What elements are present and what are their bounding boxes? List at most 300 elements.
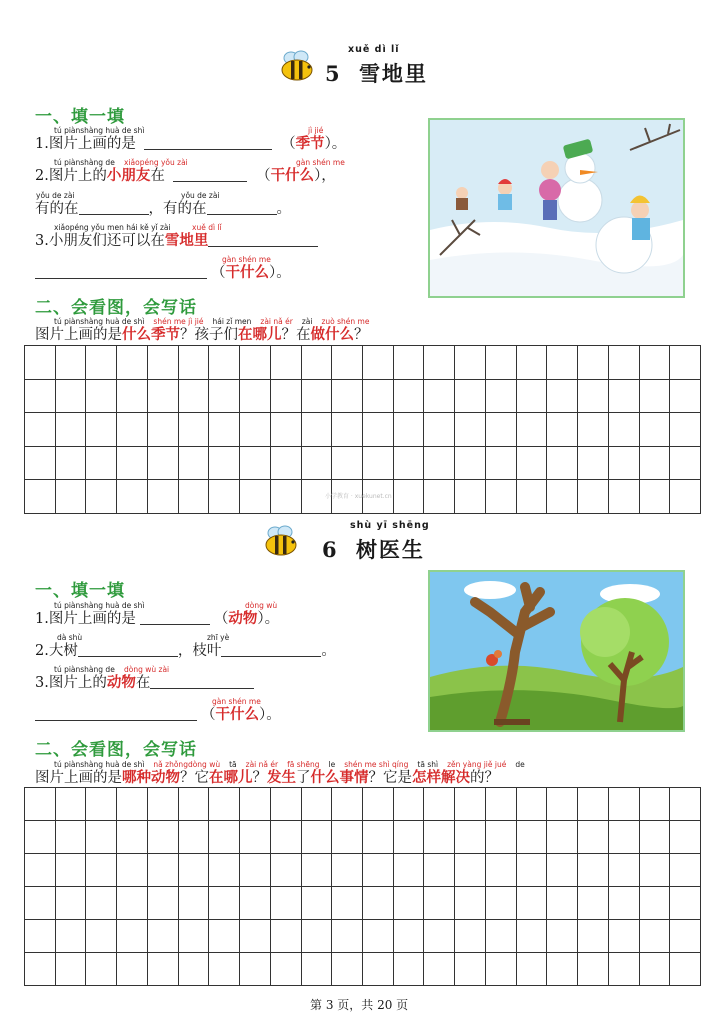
grid-cell[interactable] (424, 480, 455, 514)
grid-cell[interactable] (117, 480, 148, 514)
grid-cell[interactable] (517, 920, 548, 953)
grid-cell[interactable] (670, 380, 701, 414)
grid-cell[interactable] (271, 788, 302, 821)
grid-cell[interactable] (640, 788, 671, 821)
grid-cell[interactable] (640, 887, 671, 920)
grid-cell[interactable] (56, 953, 87, 986)
lesson5-title (325, 58, 428, 88)
grid-cell[interactable] (363, 413, 394, 447)
grid-cell[interactable] (332, 788, 363, 821)
grid-cell[interactable] (179, 953, 210, 986)
grid-cell[interactable] (117, 953, 148, 986)
grid-cell[interactable] (302, 887, 333, 920)
grid-cell[interactable] (25, 788, 56, 821)
lesson6-q1 (35, 610, 279, 628)
lesson6-q3b (35, 706, 281, 724)
grid-cell[interactable] (609, 953, 640, 986)
grid-cell[interactable] (148, 920, 179, 953)
grid-cell[interactable] (547, 887, 578, 920)
grid-cell[interactable] (117, 380, 148, 414)
grid-cell[interactable] (148, 346, 179, 380)
grid-cell[interactable] (25, 480, 56, 514)
grid-cell[interactable] (332, 953, 363, 986)
lesson5-q2-paren-open: （ (256, 168, 271, 184)
grid-cell[interactable] (670, 953, 701, 986)
grid-cell[interactable] (363, 821, 394, 854)
grid-cell[interactable] (86, 380, 117, 414)
grid-cell[interactable] (547, 854, 578, 887)
grid-cell[interactable] (394, 380, 425, 414)
grid-cell[interactable] (25, 380, 56, 414)
lesson6-writing-grid[interactable] (24, 787, 701, 986)
lesson5.prompt-segment: 做什么 (310, 326, 354, 343)
grid-cell[interactable] (578, 920, 609, 953)
grid-cell[interactable] (578, 953, 609, 986)
lesson6-prompt (35, 769, 499, 787)
grid-cell[interactable] (394, 413, 425, 447)
lesson6-q3-blank1[interactable] (150, 674, 254, 689)
grid-cell[interactable] (670, 887, 701, 920)
grid-cell[interactable] (486, 821, 517, 854)
grid-cell[interactable] (240, 788, 271, 821)
grid-cell[interactable] (209, 854, 240, 887)
lesson5-q1-blank[interactable] (144, 135, 272, 150)
grid-cell[interactable] (670, 920, 701, 953)
lesson5-q2-blank[interactable] (173, 167, 247, 182)
lesson5-q2b-blank2[interactable] (207, 200, 277, 215)
lesson6.prompt_pinyin-segment: tā (229, 760, 237, 769)
grid-cell[interactable] (179, 920, 210, 953)
lesson5-title-text: 雪地里 (358, 61, 428, 86)
grid-cell[interactable] (271, 887, 302, 920)
grid-cell[interactable] (240, 447, 271, 481)
grid-cell[interactable] (209, 480, 240, 514)
grid-cell[interactable] (578, 788, 609, 821)
grid-cell[interactable] (117, 887, 148, 920)
lesson6.prompt_pinyin-segment: zài nǎ ér (245, 760, 279, 769)
grid-cell[interactable] (25, 854, 56, 887)
lesson5-snow-picture (428, 118, 685, 298)
grid-cell[interactable] (517, 854, 548, 887)
grid-cell[interactable] (117, 788, 148, 821)
grid-cell[interactable] (86, 480, 117, 514)
grid-cell[interactable] (578, 821, 609, 854)
grid-cell[interactable] (302, 447, 333, 481)
grid-cell[interactable] (271, 821, 302, 854)
grid-cell[interactable] (86, 854, 117, 887)
grid-cell[interactable] (547, 821, 578, 854)
grid-cell[interactable] (394, 920, 425, 953)
grid-cell[interactable] (670, 854, 701, 887)
lesson5-q2b-pinyin2: yǒu de zài (181, 191, 220, 200)
grid-cell[interactable] (517, 346, 548, 380)
lesson6.prompt_pinyin-segment: nǎ zhǒngdòng wù (153, 760, 221, 769)
lesson6-q2 (35, 642, 336, 660)
grid-cell[interactable] (363, 920, 394, 953)
lesson5-q1-hint: 季节 (295, 135, 325, 152)
grid-cell[interactable] (86, 821, 117, 854)
grid-cell[interactable] (455, 920, 486, 953)
grid-cell[interactable] (302, 413, 333, 447)
grid-cell[interactable] (25, 920, 56, 953)
grid-cell[interactable] (240, 346, 271, 380)
lesson5.prompt_pinyin-segment: zuò shén me (321, 317, 370, 326)
grid-cell[interactable] (117, 920, 148, 953)
grid-cell[interactable] (240, 920, 271, 953)
grid-cell[interactable] (670, 346, 701, 380)
grid-cell[interactable] (424, 953, 455, 986)
grid-cell[interactable] (394, 346, 425, 380)
grid-cell[interactable] (86, 920, 117, 953)
grid-cell[interactable] (271, 854, 302, 887)
lesson5-q3b (35, 264, 291, 282)
grid-cell[interactable] (302, 920, 333, 953)
grid-cell[interactable] (25, 447, 56, 481)
grid-cell[interactable] (363, 788, 394, 821)
lesson5-q2b-blank1[interactable] (79, 200, 149, 215)
grid-cell[interactable] (179, 380, 210, 414)
grid-cell[interactable] (486, 413, 517, 447)
lesson5-q3b-paren-open: （ (211, 265, 226, 281)
grid-cell[interactable] (332, 920, 363, 953)
grid-cell[interactable] (332, 413, 363, 447)
grid-cell[interactable] (640, 413, 671, 447)
lesson6.prompt-segment: ？它 (180, 770, 209, 786)
lesson5-q2-red: 小朋友 (106, 167, 151, 184)
lesson6-q3b-paren-close: ）。 (259, 707, 281, 723)
grid-cell[interactable] (25, 887, 56, 920)
grid-cell[interactable] (455, 854, 486, 887)
grid-cell[interactable] (271, 380, 302, 414)
lesson5-q2b-text1: 有的在 (35, 201, 79, 217)
grid-cell[interactable] (56, 854, 87, 887)
grid-cell[interactable] (363, 447, 394, 481)
grid-cell[interactable] (148, 821, 179, 854)
grid-cell[interactable] (209, 380, 240, 414)
grid-cell[interactable] (424, 821, 455, 854)
grid-cell[interactable] (56, 887, 87, 920)
grid-cell[interactable] (148, 380, 179, 414)
grid-cell[interactable] (424, 887, 455, 920)
grid-cell[interactable] (670, 447, 701, 481)
grid-cell[interactable] (640, 920, 671, 953)
grid-cell[interactable] (455, 346, 486, 380)
grid-cell[interactable] (547, 380, 578, 414)
lesson5.prompt-segment: 图片上画的是 (35, 327, 122, 343)
grid-cell[interactable] (455, 380, 486, 414)
grid-cell[interactable] (578, 480, 609, 514)
grid-cell[interactable] (117, 413, 148, 447)
grid-cell[interactable] (86, 447, 117, 481)
grid-cell[interactable] (363, 380, 394, 414)
lesson6-q2-text3: 。 (321, 643, 336, 659)
grid-cell[interactable] (271, 953, 302, 986)
grid-cell[interactable] (486, 380, 517, 414)
grid-cell[interactable] (302, 346, 333, 380)
grid-cell[interactable] (547, 346, 578, 380)
grid-cell[interactable] (670, 480, 701, 514)
grid-cell[interactable] (148, 788, 179, 821)
lesson6-section1-heading: 一、填一填 (35, 581, 125, 601)
grid-cell[interactable] (271, 920, 302, 953)
grid-cell[interactable] (209, 413, 240, 447)
grid-cell[interactable] (332, 854, 363, 887)
grid-cell[interactable] (578, 413, 609, 447)
lesson5-writing-grid[interactable] (24, 345, 701, 514)
grid-cell[interactable] (486, 346, 517, 380)
grid-cell[interactable] (547, 447, 578, 481)
grid-cell[interactable] (424, 854, 455, 887)
grid-cell[interactable] (25, 821, 56, 854)
grid-cell[interactable] (609, 887, 640, 920)
grid-cell[interactable] (424, 447, 455, 481)
grid-cell[interactable] (547, 413, 578, 447)
grid-cell[interactable] (148, 447, 179, 481)
grid-cell[interactable] (670, 788, 701, 821)
lesson6-q1-pinyin2: dòng wù (245, 601, 278, 610)
grid-cell[interactable] (332, 380, 363, 414)
lesson6-q3-text1: 3.图片上的 (35, 675, 107, 691)
grid-cell[interactable] (640, 380, 671, 414)
grid-cell[interactable] (640, 821, 671, 854)
lesson5-q1 (35, 135, 346, 153)
grid-cell[interactable] (240, 821, 271, 854)
grid-cell[interactable] (56, 480, 87, 514)
grid-cell[interactable] (179, 413, 210, 447)
grid-cell[interactable] (394, 854, 425, 887)
grid-cell[interactable] (363, 887, 394, 920)
lesson5.prompt-segment: ？孩子们 (180, 327, 238, 343)
grid-cell[interactable] (56, 447, 87, 481)
lesson6-q3-pinyin1: tú piànshàng de (54, 665, 115, 674)
lesson6-q1-paren-close: ）。 (257, 611, 280, 627)
lesson5.prompt-segment: ？在 (281, 327, 311, 343)
grid-cell[interactable] (670, 821, 701, 854)
grid-cell[interactable] (609, 447, 640, 481)
grid-cell[interactable] (486, 887, 517, 920)
grid-cell[interactable] (209, 920, 240, 953)
grid-cell[interactable] (25, 953, 56, 986)
grid-cell[interactable] (302, 953, 333, 986)
grid-cell[interactable] (179, 346, 210, 380)
grid-cell[interactable] (609, 480, 640, 514)
lesson5-q1-paren-open: （ (281, 136, 296, 152)
grid-cell[interactable] (424, 920, 455, 953)
grid-cell[interactable] (578, 447, 609, 481)
grid-cell[interactable] (609, 380, 640, 414)
lesson5-q3b-blank[interactable] (35, 264, 207, 279)
lesson6.prompt-segment: ？它是 (368, 770, 412, 786)
lesson6-q2-blank2[interactable] (221, 642, 321, 657)
lesson6.prompt_pinyin-segment: shén me shì qíng (344, 760, 409, 769)
grid-cell[interactable] (394, 447, 425, 481)
grid-cell[interactable] (517, 413, 548, 447)
grid-cell[interactable] (394, 788, 425, 821)
grid-cell[interactable] (86, 887, 117, 920)
grid-cell[interactable] (640, 480, 671, 514)
grid-cell[interactable] (455, 480, 486, 514)
lesson5.prompt_pinyin-segment: tú piànshàng huà de shì (54, 317, 145, 326)
grid-cell[interactable] (394, 953, 425, 986)
grid-cell[interactable] (394, 480, 425, 514)
grid-cell[interactable] (25, 346, 56, 380)
grid-cell[interactable] (302, 380, 333, 414)
grid-cell[interactable] (209, 821, 240, 854)
grid-cell[interactable] (179, 480, 210, 514)
grid-cell[interactable] (424, 413, 455, 447)
grid-cell[interactable] (240, 380, 271, 414)
lesson5-q1-pinyin: tú piànshàng huà de shì (54, 126, 145, 135)
grid-cell[interactable] (640, 447, 671, 481)
grid-cell[interactable] (148, 887, 179, 920)
grid-cell[interactable] (640, 854, 671, 887)
grid-cell[interactable] (86, 788, 117, 821)
grid-cell[interactable] (486, 920, 517, 953)
grid-cell[interactable] (609, 854, 640, 887)
lesson6.prompt_pinyin-segment: tā shì (417, 760, 439, 769)
grid-cell[interactable] (209, 447, 240, 481)
grid-cell[interactable] (86, 413, 117, 447)
grid-cell[interactable] (240, 887, 271, 920)
grid-cell[interactable] (148, 953, 179, 986)
grid-cell[interactable] (609, 346, 640, 380)
grid-cell[interactable] (363, 346, 394, 380)
grid-cell[interactable] (209, 953, 240, 986)
grid-cell[interactable] (240, 480, 271, 514)
grid-cell[interactable] (302, 788, 333, 821)
grid-cell[interactable] (56, 380, 87, 414)
grid-cell[interactable] (179, 854, 210, 887)
grid-cell[interactable] (640, 346, 671, 380)
grid-cell[interactable] (394, 887, 425, 920)
grid-cell[interactable] (609, 920, 640, 953)
lesson6-q2-pinyin1: dà shù (57, 633, 83, 642)
grid-cell[interactable] (517, 821, 548, 854)
grid-cell[interactable] (209, 346, 240, 380)
grid-cell[interactable] (117, 447, 148, 481)
lesson6.prompt_pinyin-segment: de (515, 760, 525, 769)
grid-cell[interactable] (517, 480, 548, 514)
grid-cell[interactable] (455, 953, 486, 986)
lesson6.prompt_pinyin-segment: tú piànshàng huà de shì (54, 760, 145, 769)
grid-cell[interactable] (609, 821, 640, 854)
lesson6-q2-text2: ，枝叶 (177, 643, 222, 659)
grid-cell[interactable] (486, 854, 517, 887)
grid-cell[interactable] (640, 953, 671, 986)
lesson6-q3-red: 动物 (106, 674, 136, 691)
grid-cell[interactable] (455, 887, 486, 920)
lesson6-q3b-blank[interactable] (35, 706, 197, 721)
grid-cell[interactable] (455, 821, 486, 854)
grid-cell[interactable] (86, 953, 117, 986)
lesson6-q2-text1: 2.大树 (35, 643, 78, 659)
grid-cell[interactable] (486, 480, 517, 514)
lesson6-q1-hint: 动物 (228, 610, 258, 627)
grid-cell[interactable] (517, 380, 548, 414)
grid-cell[interactable] (455, 447, 486, 481)
grid-cell[interactable] (56, 413, 87, 447)
grid-cell[interactable] (271, 480, 302, 514)
grid-cell[interactable] (271, 447, 302, 481)
grid-cell[interactable] (517, 447, 548, 481)
grid-cell[interactable] (56, 920, 87, 953)
grid-cell[interactable] (148, 480, 179, 514)
grid-cell[interactable] (56, 788, 87, 821)
grid-cell[interactable] (56, 346, 87, 380)
grid-cell[interactable] (332, 821, 363, 854)
grid-cell[interactable] (517, 788, 548, 821)
grid-cell[interactable] (240, 413, 271, 447)
grid-cell[interactable] (363, 854, 394, 887)
grid-cell[interactable] (148, 854, 179, 887)
lesson6-q1-pinyin1: tú piànshàng huà de shì (54, 601, 145, 610)
grid-cell[interactable] (179, 788, 210, 821)
grid-cell[interactable] (486, 788, 517, 821)
grid-cell[interactable] (25, 413, 56, 447)
grid-cell[interactable] (547, 920, 578, 953)
grid-cell[interactable] (209, 887, 240, 920)
grid-cell[interactable] (547, 480, 578, 514)
grid-cell[interactable] (424, 380, 455, 414)
grid-cell[interactable] (578, 887, 609, 920)
grid-cell[interactable] (117, 346, 148, 380)
grid-cell[interactable] (148, 413, 179, 447)
lesson5-number: 5 (325, 61, 342, 86)
grid-cell[interactable] (179, 821, 210, 854)
lesson5-q3-blank1[interactable] (208, 232, 318, 247)
grid-cell[interactable] (486, 953, 517, 986)
grid-cell[interactable] (332, 447, 363, 481)
grid-cell[interactable] (547, 788, 578, 821)
grid-cell[interactable] (332, 887, 363, 920)
grid-cell[interactable] (424, 346, 455, 380)
grid-cell[interactable] (302, 821, 333, 854)
grid-cell[interactable] (209, 788, 240, 821)
grid-cell[interactable] (179, 887, 210, 920)
grid-cell[interactable] (486, 447, 517, 481)
grid-cell[interactable] (179, 447, 210, 481)
lesson5-q1-paren-close: ）。 (324, 136, 347, 152)
lesson5.prompt_pinyin-segment: zài nǎ ér (260, 317, 293, 326)
grid-cell[interactable] (302, 854, 333, 887)
grid-cell[interactable] (609, 788, 640, 821)
grid-cell[interactable] (394, 821, 425, 854)
grid-cell[interactable] (455, 413, 486, 447)
grid-cell[interactable] (271, 413, 302, 447)
grid-cell[interactable] (271, 346, 302, 380)
lesson6-q2-blank1[interactable] (78, 642, 178, 657)
grid-cell[interactable] (86, 346, 117, 380)
grid-cell[interactable] (117, 821, 148, 854)
grid-cell[interactable] (56, 821, 87, 854)
grid-cell[interactable] (455, 788, 486, 821)
grid-cell[interactable] (332, 346, 363, 380)
grid-cell[interactable] (670, 413, 701, 447)
grid-cell[interactable] (517, 887, 548, 920)
grid-cell[interactable] (547, 953, 578, 986)
grid-cell[interactable] (240, 953, 271, 986)
grid-cell[interactable] (578, 346, 609, 380)
grid-cell[interactable] (240, 854, 271, 887)
grid-cell[interactable] (578, 854, 609, 887)
lesson6-q1-blank[interactable] (140, 610, 210, 625)
grid-cell[interactable] (609, 413, 640, 447)
grid-cell[interactable] (363, 953, 394, 986)
grid-cell[interactable] (424, 788, 455, 821)
grid-cell[interactable] (578, 380, 609, 414)
grid-cell[interactable] (117, 854, 148, 887)
grid-cell[interactable] (517, 953, 548, 986)
